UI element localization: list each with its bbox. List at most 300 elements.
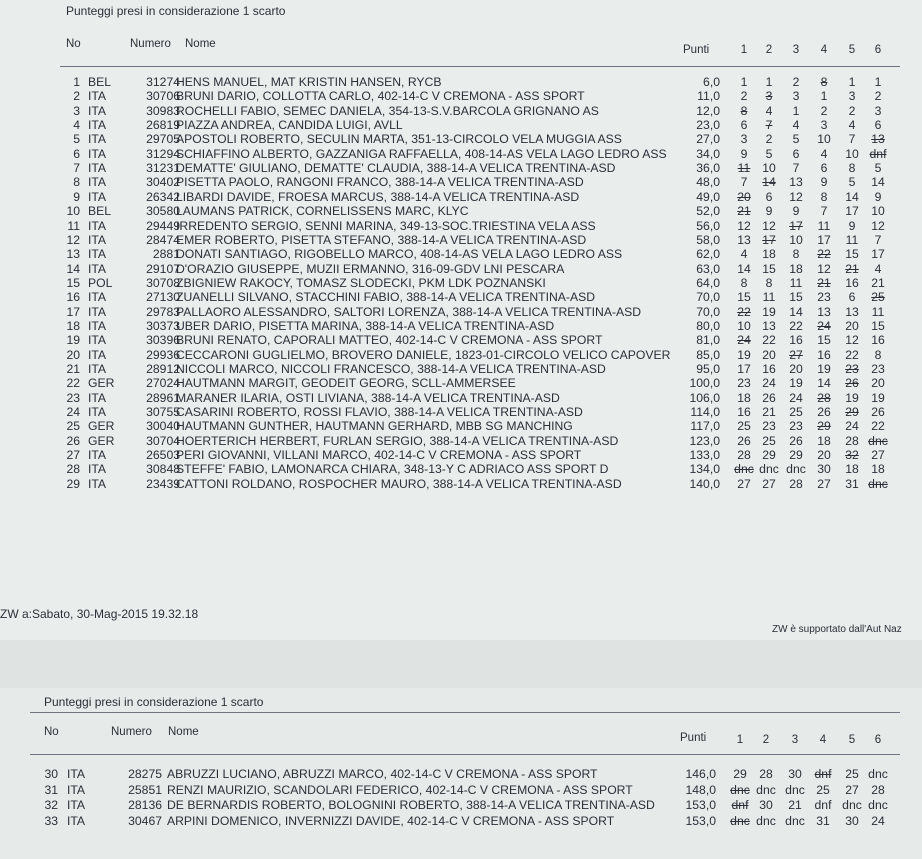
race-score-1: 20	[737, 189, 751, 204]
race-score-4: 2	[820, 103, 828, 118]
nation: ITA	[88, 390, 107, 405]
sail-number: 28136	[128, 798, 162, 813]
sail-number: 25851	[128, 782, 162, 797]
race-score-1: 3	[740, 132, 748, 147]
race-score-6: 7	[874, 232, 882, 247]
nation: ITA	[88, 146, 107, 161]
race-score-6: 16	[871, 333, 885, 348]
race-score-1: 17	[737, 362, 751, 376]
sail-number: 29705	[146, 132, 180, 147]
table-row	[0, 104, 922, 118]
points: 114,0	[690, 405, 720, 420]
crew-name: DE BERNARDIS ROBERTO, BOLOGNINI ROBERTO, 388-14-A VELICA TRENTINA-ASD	[167, 798, 655, 813]
table-row	[0, 233, 922, 247]
race-score-2: 23	[762, 419, 776, 434]
nation: ITA	[88, 318, 107, 333]
race-score-1: 7	[740, 175, 748, 190]
table-row	[0, 814, 922, 828]
points: 117,0	[690, 419, 720, 434]
race-score-2: 9	[765, 204, 773, 219]
race-score-4: 9	[820, 175, 828, 190]
sail-number: 28961	[146, 390, 180, 405]
points: 52,0	[696, 204, 720, 219]
nation: GER	[88, 433, 115, 448]
crew-name: ROCHELLI FABIO, SEMEC DANIELA, 354-13-S.V.BARCOLA GRIGNANO AS	[176, 103, 599, 118]
race-score-3: 11	[789, 275, 803, 290]
race-score-1: 8	[740, 103, 748, 118]
race-score-4: 19	[817, 362, 831, 376]
crew-name: ZUANELLI SILVANO, STACCHINI FABIO, 388-14-A VELICA TRENTINA-ASD	[176, 290, 596, 305]
race-score-6: 19	[871, 390, 885, 405]
sail-number: 29936	[146, 347, 180, 362]
race-score-6: 2	[874, 89, 882, 104]
race-score-4: 27	[817, 476, 831, 491]
rank: 4	[73, 118, 80, 133]
rank: 21	[66, 362, 80, 376]
race-score-2: 4	[765, 103, 773, 118]
header-no: No	[66, 38, 81, 50]
race-score-6: dnc	[868, 476, 888, 491]
race-score-6: 15	[871, 318, 885, 333]
race-score-3: 28	[789, 476, 803, 491]
sail-number: 30704	[146, 433, 180, 448]
race-score-6: 10	[871, 204, 885, 219]
points: 6,0	[703, 75, 720, 89]
race-score-5: 30	[845, 813, 859, 828]
race-score-4: 10	[817, 132, 831, 147]
table-row	[0, 161, 922, 175]
race-score-4: 22	[817, 247, 831, 262]
race-score-2: 14	[762, 175, 776, 190]
race-score-6: 11	[871, 304, 885, 319]
race-score-6: dnc	[868, 798, 888, 813]
race-score-2: 22	[762, 333, 776, 348]
sail-number: 30040	[146, 419, 180, 434]
rank: 12	[66, 232, 80, 247]
race-score-2: 19	[762, 304, 776, 319]
footer-credit: ZW è supportato dall'Aut Naz	[772, 624, 902, 635]
nation: ITA	[88, 290, 107, 305]
race-score-3: 30	[788, 767, 802, 781]
rank: 24	[66, 405, 80, 420]
table-row	[0, 767, 922, 781]
rank: 23	[66, 390, 80, 405]
race-score-4: 12	[817, 261, 831, 276]
race-score-5: 7	[848, 132, 856, 147]
points: 70,0	[696, 304, 720, 319]
race-score-2: 18	[762, 247, 776, 262]
crew-name: PISETTA PAOLO, RANGONI FRANCO, 388-14-A VELICA TRENTINA-ASD	[176, 175, 584, 190]
race-score-3: 14	[789, 304, 803, 319]
race-score-1: 11	[737, 161, 751, 176]
crew-name: HENS MANUEL, MAT KRISTIN HANSEN, RYCB	[176, 75, 442, 89]
sail-number: 30402	[146, 175, 180, 190]
race-score-4: 4	[820, 146, 828, 161]
race-score-6: 8	[874, 347, 882, 362]
race-score-3: 20	[789, 362, 803, 376]
points: 140,0	[689, 476, 720, 491]
rank: 14	[66, 261, 80, 276]
race-score-3: 3	[792, 89, 800, 104]
header-punti: Punti	[683, 44, 710, 56]
table-row	[0, 362, 922, 376]
points: 100,0	[689, 376, 720, 391]
race-score-6: dnc	[868, 433, 888, 448]
race-score-2: 7	[765, 118, 773, 133]
race-score-3: 7	[792, 161, 800, 176]
nation: ITA	[67, 798, 86, 813]
nation: ITA	[88, 103, 107, 118]
crew-name: IRREDENTO SERGIO, SENNI MARINA, 349-13-SOC.TRIESTINA VELA ASS	[176, 218, 596, 233]
race-score-2: dnc	[756, 782, 776, 797]
race-score-6: 4	[874, 261, 882, 276]
sail-number: 30708	[146, 275, 180, 290]
race-score-5: 11	[845, 232, 859, 247]
table-row	[0, 319, 922, 333]
race-score-6: 5	[874, 161, 882, 176]
rank: 26	[66, 433, 80, 448]
race-score-1: 15	[737, 290, 751, 305]
rank: 31	[44, 782, 58, 797]
page-break	[0, 607, 922, 688]
crew-name: CECCARONI GUGLIELMO, BROVERO DANIELE, 1823-01-CIRCOLO VELICO CAPOVER	[176, 347, 671, 362]
race-score-2: 24	[762, 376, 776, 391]
race-score-3: 5	[792, 132, 800, 147]
race-score-6: 27	[871, 448, 885, 463]
race-score-1: 19	[737, 347, 751, 362]
race-score-4: 13	[817, 304, 831, 319]
race-score-3: 16	[789, 333, 803, 348]
race-score-2: 17	[762, 232, 776, 247]
crew-name: HOERTERICH HERBERT, FURLAN SERGIO, 388-14-A VELICA TRENTINA-ASD	[176, 433, 619, 448]
race-score-2: 6	[765, 189, 773, 204]
rank: 25	[66, 419, 80, 434]
points: 49,0	[696, 189, 720, 204]
table-row	[0, 419, 922, 433]
points: 80,0	[696, 318, 720, 333]
points: 36,0	[696, 161, 720, 176]
rank: 16	[66, 290, 80, 305]
rank: 32	[44, 798, 58, 813]
nation: ITA	[88, 476, 107, 491]
sail-number: 30580	[146, 204, 180, 219]
rank: 29	[66, 476, 80, 491]
table-row	[0, 448, 922, 462]
nation: ITA	[88, 261, 107, 276]
crew-name: RENZI MAURIZIO, SCANDOLARI FEDERICO, 402-14-C V CREMONA - ASS SPORT	[167, 782, 633, 797]
race-score-5: 24	[845, 419, 859, 434]
race-score-5: 22	[845, 347, 859, 362]
crew-name: HAUTMANN MARGIT, GEODEIT GEORG, SCLL-AMMERSEE	[176, 376, 516, 391]
sail-number: 26503	[146, 448, 180, 463]
sail-number: 29783	[146, 304, 180, 319]
nation: GER	[88, 419, 115, 434]
table-row	[0, 190, 922, 204]
race-score-5: 15	[845, 247, 859, 262]
race-score-4: dnf	[814, 798, 832, 813]
race-score-5: 12	[845, 333, 859, 348]
points: 106,0	[689, 390, 720, 405]
table-row	[0, 783, 922, 797]
race-score-6: 22	[871, 419, 885, 434]
crew-name: HAUTMANN GUNTHER, HAUTMANN GERHARD, MBB SG MANCHING	[176, 419, 573, 434]
race-score-3: 29	[789, 448, 803, 463]
rank: 13	[66, 247, 80, 262]
race-score-5: 27	[845, 782, 859, 797]
table-row	[0, 204, 922, 218]
table-row	[0, 147, 922, 161]
nation: ITA	[88, 218, 107, 233]
race-score-4: 1	[820, 89, 828, 104]
crew-name: ABRUZZI LUCIANO, ABRUZZI MARCO, 402-14-C V CREMONA - ASS SPORT	[167, 767, 598, 781]
race-score-5: 14	[845, 189, 859, 204]
points: 133,0	[689, 448, 720, 463]
race-score-1: 16	[737, 405, 751, 420]
race-score-1: 2	[740, 89, 748, 104]
table-row	[0, 262, 922, 276]
nation: ITA	[88, 333, 107, 348]
race-score-5: 25	[845, 767, 859, 781]
race-score-1: 14	[737, 261, 751, 276]
race-score-1: 1	[740, 75, 748, 89]
nation: POL	[88, 275, 113, 290]
crew-name: PALLAORO ALESSANDRO, SALTORI LORENZA, 388-14-A VELICA TRENTINA-ASD	[176, 304, 642, 319]
race-score-5: 16	[845, 275, 859, 290]
header-race-2: 2	[765, 44, 773, 56]
table-row	[0, 462, 922, 476]
race-score-6: 24	[871, 813, 885, 828]
rank: 8	[73, 175, 80, 190]
race-score-2: 16	[762, 362, 776, 376]
crew-name: PERI GIOVANNI, VILLANI MARCO, 402-14-C V CREMONA - ASS SPORT	[176, 448, 582, 463]
race-score-5: 4	[848, 118, 856, 133]
nation: GER	[88, 376, 115, 391]
race-score-5: 6	[848, 290, 856, 305]
race-score-2: 28	[759, 767, 773, 781]
sail-number: 30848	[146, 462, 180, 477]
race-score-4: 7	[820, 204, 828, 219]
race-score-3: 9	[792, 204, 800, 219]
race-score-5: 28	[845, 433, 859, 448]
header-numero: Numero	[130, 38, 171, 50]
race-score-6: 14	[871, 175, 885, 190]
points: 11,0	[697, 89, 720, 104]
nation: BEL	[88, 204, 112, 219]
rank: 3	[73, 103, 80, 118]
race-score-5: 2	[848, 103, 856, 118]
race-score-2: 21	[762, 405, 776, 420]
sail-number: 31294	[146, 146, 180, 161]
header-nome: Nome	[185, 38, 216, 50]
race-score-1: dnc	[730, 813, 750, 828]
race-score-1: 10	[737, 318, 751, 333]
race-score-3: 25	[789, 405, 803, 420]
race-score-5: 29	[845, 405, 859, 420]
nation: ITA	[88, 189, 107, 204]
race-score-4: 30	[817, 462, 831, 477]
nation: ITA	[88, 304, 107, 319]
race-score-2: 8	[765, 275, 773, 290]
nation: ITA	[88, 362, 107, 376]
race-score-2: 10	[762, 161, 776, 176]
sail-number: 30706	[146, 89, 180, 104]
race-score-1: 22	[737, 304, 751, 319]
race-score-6: 21	[871, 275, 885, 290]
points: 64,0	[696, 275, 720, 290]
sail-number: 30755	[146, 405, 180, 420]
race-score-1: 12	[737, 218, 751, 233]
nation: ITA	[88, 405, 107, 420]
nation: BEL	[88, 75, 112, 89]
race-score-1: 9	[740, 146, 748, 161]
table-row	[0, 477, 922, 491]
race-score-6: 18	[871, 462, 885, 477]
table-row	[0, 434, 922, 448]
nation: ITA	[67, 782, 86, 797]
race-score-5: 20	[845, 318, 859, 333]
table-row	[0, 132, 922, 146]
rank: 6	[73, 146, 80, 161]
table-title: Punteggi presi in considerazione 1 scarto	[44, 695, 264, 709]
rank: 18	[66, 318, 80, 333]
rank: 5	[73, 132, 80, 147]
race-score-4: 28	[817, 390, 831, 405]
race-score-3: 8	[792, 247, 800, 262]
race-score-3: 26	[789, 433, 803, 448]
race-score-5: 9	[848, 218, 856, 233]
table-row	[0, 391, 922, 405]
crew-name: LIBARDI DAVIDE, FROESA MARCUS, 388-14-A VELICA TRENTINA-ASD	[176, 189, 580, 204]
race-score-2: 12	[762, 218, 776, 233]
sail-number: 30396	[146, 333, 180, 348]
race-score-3: 15	[789, 290, 803, 305]
race-score-4: 20	[817, 448, 831, 463]
race-score-5: 23	[845, 362, 859, 376]
race-score-1: 25	[737, 419, 751, 434]
crew-name: BRUNI DARIO, COLLOTTA CARLO, 402-14-C V CREMONA - ASS SPORT	[176, 89, 585, 104]
nation: ITA	[88, 462, 107, 477]
race-score-5: 8	[848, 161, 856, 176]
race-score-2: 5	[765, 146, 773, 161]
header-race-6: 6	[874, 44, 882, 56]
header-race-5: 5	[848, 44, 856, 56]
header-race-1: 1	[736, 734, 744, 746]
rank: 2	[73, 89, 80, 104]
race-score-4: 31	[816, 813, 830, 828]
footer-timestamp: ZW a:Sabato, 30-Mag-2015 19.32.18	[0, 607, 199, 621]
crew-name: DEMATTE' GIULIANO, DEMATTE' CLAUDIA, 388-14-A VELICA TRENTINA-ASD	[176, 161, 616, 176]
nation: ITA	[88, 347, 107, 362]
race-score-3: 12	[789, 189, 803, 204]
race-score-1: 8	[740, 275, 748, 290]
race-score-2: 11	[762, 290, 776, 305]
crew-name: MARANER ILARIA, OSTI LIVIANA, 388-14-A VELICA TRENTINA-ASD	[176, 390, 560, 405]
crew-name: PIAZZA ANDREA, CANDIDA LUIGI, AVLL	[176, 118, 403, 133]
nation: ITA	[88, 89, 107, 104]
nation: ITA	[88, 132, 107, 147]
race-score-4: 14	[817, 376, 831, 391]
title-rule	[30, 712, 900, 713]
race-score-3: 24	[789, 390, 803, 405]
table-row	[0, 376, 922, 390]
race-score-1: 23	[737, 376, 751, 391]
sail-number: 30373	[146, 318, 180, 333]
race-score-1: 24	[737, 333, 751, 348]
sail-number: 29107	[146, 261, 180, 276]
race-score-2: 27	[762, 476, 776, 491]
crew-name: NICCOLI MARCO, NICCOLI FRANCESCO, 388-14-A VELICA TRENTINA-ASD	[176, 362, 606, 376]
race-score-1: 27	[737, 476, 751, 491]
crew-name: BRUNI RENATO, CAPORALI MATTEO, 402-14-C V CREMONA - ASS SPORT	[176, 333, 603, 348]
sail-number: 31274	[146, 75, 180, 89]
nation: ITA	[88, 247, 107, 262]
table-row	[0, 175, 922, 189]
race-score-5: 32	[845, 448, 859, 463]
sail-number: 2881	[152, 247, 180, 262]
header-race-4: 4	[820, 44, 828, 56]
table-row	[0, 348, 922, 362]
race-score-3: dnc	[785, 813, 805, 828]
race-score-6: 13	[871, 132, 885, 147]
race-score-3: 19	[789, 376, 803, 391]
race-score-5: 19	[845, 390, 859, 405]
points: 63,0	[696, 261, 720, 276]
table-row	[0, 333, 922, 347]
header-race-3: 3	[792, 44, 800, 56]
sail-number: 27130	[146, 290, 180, 305]
nation: ITA	[88, 118, 107, 133]
race-score-4: 26	[817, 405, 831, 420]
race-score-6: 26	[871, 405, 885, 420]
race-score-1: dnc	[730, 782, 750, 797]
race-score-2: dnc	[759, 462, 779, 477]
header-rule	[60, 66, 900, 67]
sail-number: 28474	[146, 232, 180, 247]
crew-name: LAUMANS PATRICK, CORNELISSENS MARC, KLYC	[176, 204, 469, 219]
rank: 22	[66, 376, 80, 391]
rank: 7	[73, 161, 80, 176]
table-row	[0, 290, 922, 304]
header-no: No	[44, 726, 59, 738]
race-score-5: 13	[845, 304, 859, 319]
rank: 9	[73, 189, 80, 204]
sail-number: 29449	[146, 218, 180, 233]
table-row	[0, 276, 922, 290]
race-score-6: 23	[871, 362, 885, 376]
race-score-6: 25	[871, 290, 885, 305]
race-score-5: 18	[845, 462, 859, 477]
race-score-2: 26	[762, 390, 776, 405]
race-score-6: 17	[871, 247, 885, 262]
rank: 15	[66, 275, 80, 290]
race-score-6: 1	[874, 75, 882, 89]
points: 62,0	[696, 247, 720, 262]
race-score-3: 13	[789, 175, 803, 190]
race-score-2: 15	[762, 261, 776, 276]
race-score-6: 3	[874, 103, 882, 118]
race-score-6: 28	[871, 782, 885, 797]
table-row	[0, 89, 922, 103]
race-score-5: dnc	[842, 798, 862, 813]
race-score-5: 31	[845, 476, 859, 491]
crew-name: UBER DARIO, PISETTA MARINA, 388-14-A VELICA TRENTINA-ASD	[176, 318, 555, 333]
crew-name: D'ORAZIO GIUSEPPE, MUZII ERMANNO, 316-09-GDV LNI PESCARA	[176, 261, 565, 276]
points: 85,0	[696, 347, 720, 362]
points: 34,0	[696, 146, 720, 161]
race-score-5: 17	[845, 204, 859, 219]
header-rule	[30, 754, 900, 755]
rank: 30	[44, 767, 58, 781]
